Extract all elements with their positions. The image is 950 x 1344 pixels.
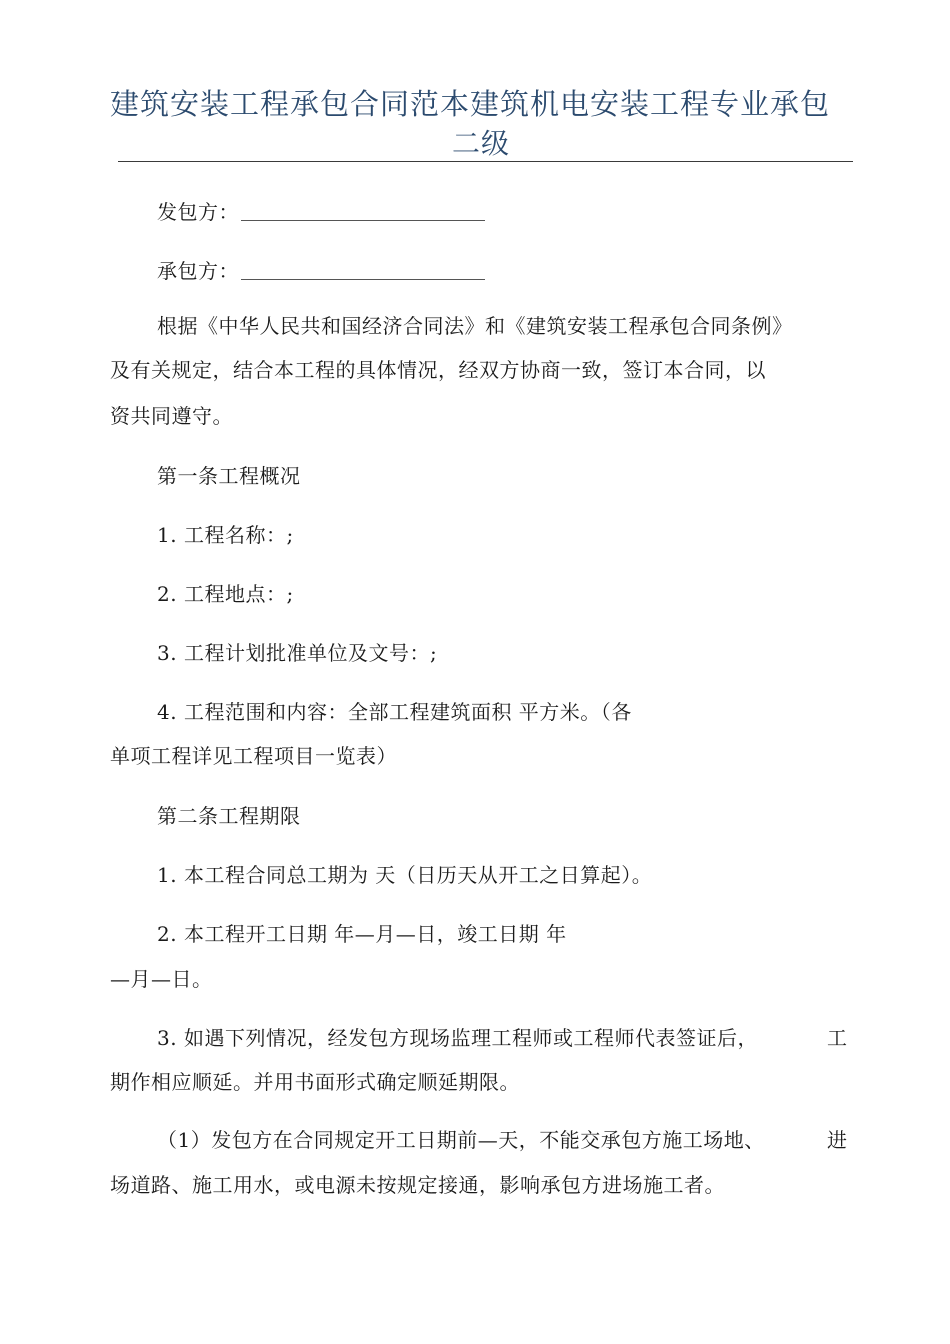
party-a-label: 发包方： [157, 200, 239, 224]
article-2-heading: 第二条工程期限 [157, 804, 301, 828]
intro-line-1: 根据《中华人民共和国经济合同法》和《建筑安装工程承包合同条例》 [157, 314, 793, 338]
article-1-item-4-line-1: 4. 工程范围和内容：全部工程建筑面积 平方米。（各 [157, 700, 632, 724]
article-2-sub-1-line-1-end: 进 [827, 1128, 848, 1152]
intro-line-2: 及有关规定，结合本工程的具体情况，经双方协商一致，签订本合同，以 [110, 358, 766, 382]
party-b-row [157, 261, 485, 281]
document-title-line-2: 二级 [451, 127, 510, 160]
party-b-blank [241, 261, 485, 280]
intro-line-3: 资共同遵守。 [110, 404, 233, 428]
party-a-row [157, 202, 485, 222]
party-a-blank [241, 202, 485, 221]
article-2-item-2-line-1: 2. 本工程开工日期 年—月—日，竣工日期 年 [157, 922, 567, 946]
article-1-heading: 第一条工程概况 [157, 464, 301, 488]
article-2-item-1: 1. 本工程合同总工期为 天（日历天从开工之日算起）。 [157, 863, 653, 887]
article-1-item-1: 1. 工程名称：; [157, 523, 294, 547]
article-2-item-2-line-2: —月—日。 [110, 967, 213, 991]
article-1-item-4-line-2: 单项工程详见工程项目一览表） [110, 744, 397, 768]
article-2-sub-1-line-2: 场道路、施工用水，或电源未按规定接通，影响承包方进场施工者。 [110, 1173, 725, 1197]
document-title-line-1: 建筑安装工程承包合同范本建筑机电安装工程专业承包 [110, 87, 831, 121]
article-2-item-3-line-1-end: 工 [827, 1026, 848, 1050]
party-b-label: 承包方： [157, 259, 239, 283]
title-divider [118, 161, 853, 162]
article-1-item-2: 2. 工程地点：; [157, 582, 294, 606]
article-2-item-3-line-2: 期作相应顺延。并用书面形式确定顺延期限。 [110, 1070, 520, 1094]
article-1-item-3: 3. 工程计划批准单位及文号：; [157, 641, 438, 665]
article-2-sub-1-line-1: （1）发包方在合同规定开工日期前—天，不能交承包方施工场地、 [157, 1128, 765, 1152]
article-2-item-3-line-1: 3. 如遇下列情况，经发包方现场监理工程师或工程师代表签证后， [157, 1026, 758, 1050]
